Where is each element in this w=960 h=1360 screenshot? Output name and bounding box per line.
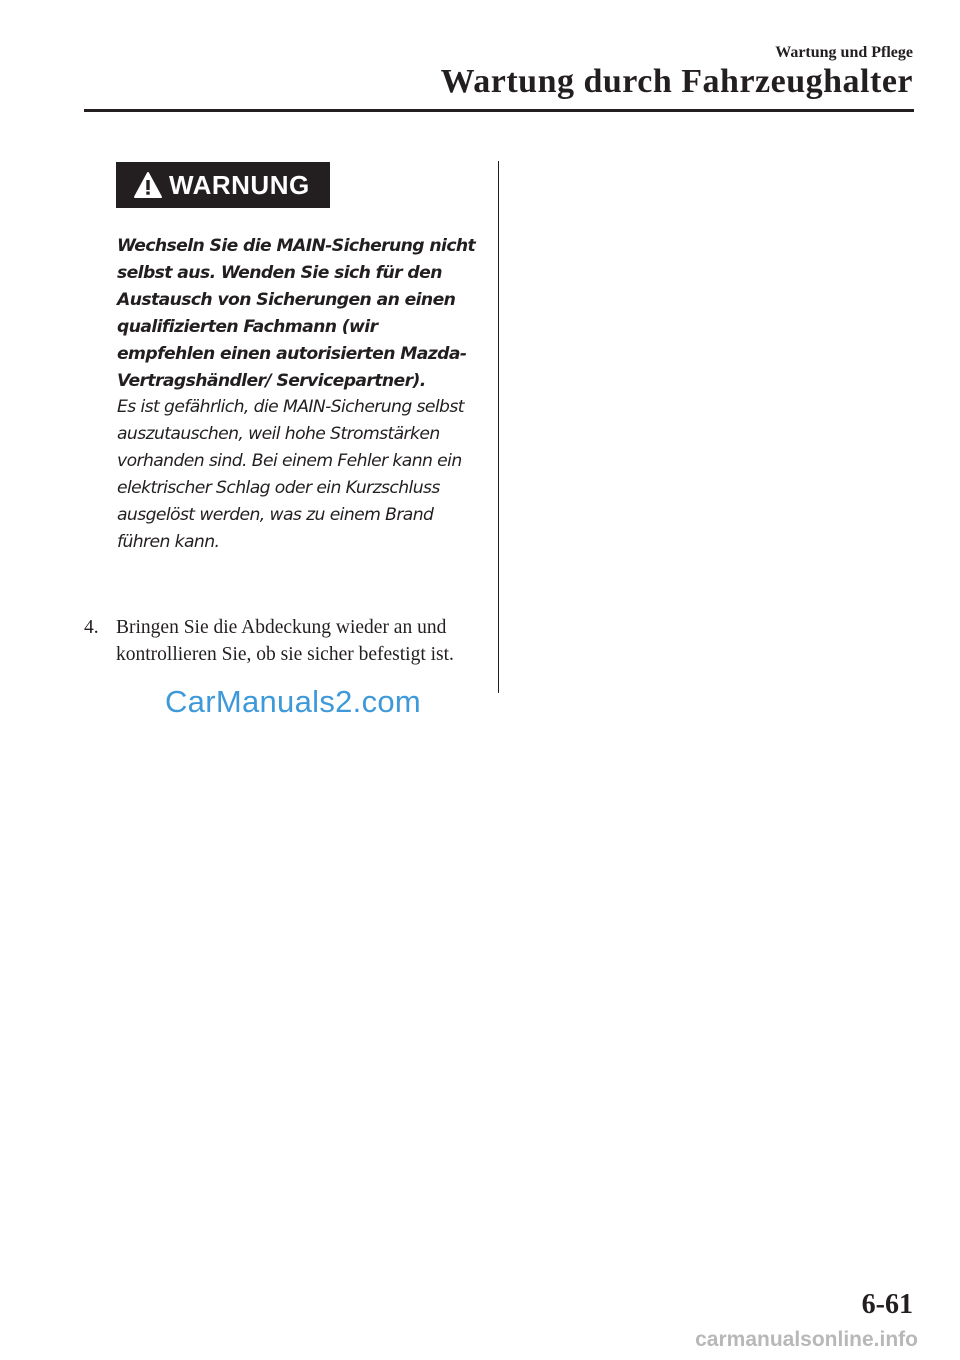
step-item [84,615,484,668]
header-divider [84,109,914,112]
warning-triangle-icon [131,168,165,202]
page-title: Wartung durch Fahrzeughalter [440,63,913,100]
section-header: Wartung und Pflege [775,44,913,61]
warning-body-text: Es ist gefährlich, die MAIN-Sicherung selbst auszutauschen, weil hohe Stromstärken vorhanden sind. Bei einem Fehler kann ein elektrischer Schlag oder ein Kurzschluss ausgelöst werden, was zu einem Brand führen kann. [117,397,464,552]
warning-bold-text: Wechseln Sie die MAIN-Sicherung nicht selbst aus. Wenden Sie sich für den Austausch von Sicherungen an einen qualifizierten Fachmann (wir empfehlen einen autorisierten Mazda-Vertragshändler/ Servicepartner). [117,236,476,391]
step-number: 4. [84,617,99,638]
watermark-logo: CarManuals2.com [165,684,422,719]
column-divider [498,161,499,693]
watermark-footer: carmanualsonline.info [695,1328,918,1351]
warning-badge [116,162,330,208]
page-number: 6-61 [861,1289,913,1320]
warning-label: WARNUNG [169,169,310,200]
step-text: Bringen Sie die Abdeckung wieder an und kontrollieren Sie, ob sie sicher befestigt ist. [116,617,454,665]
warning-text [117,233,477,556]
